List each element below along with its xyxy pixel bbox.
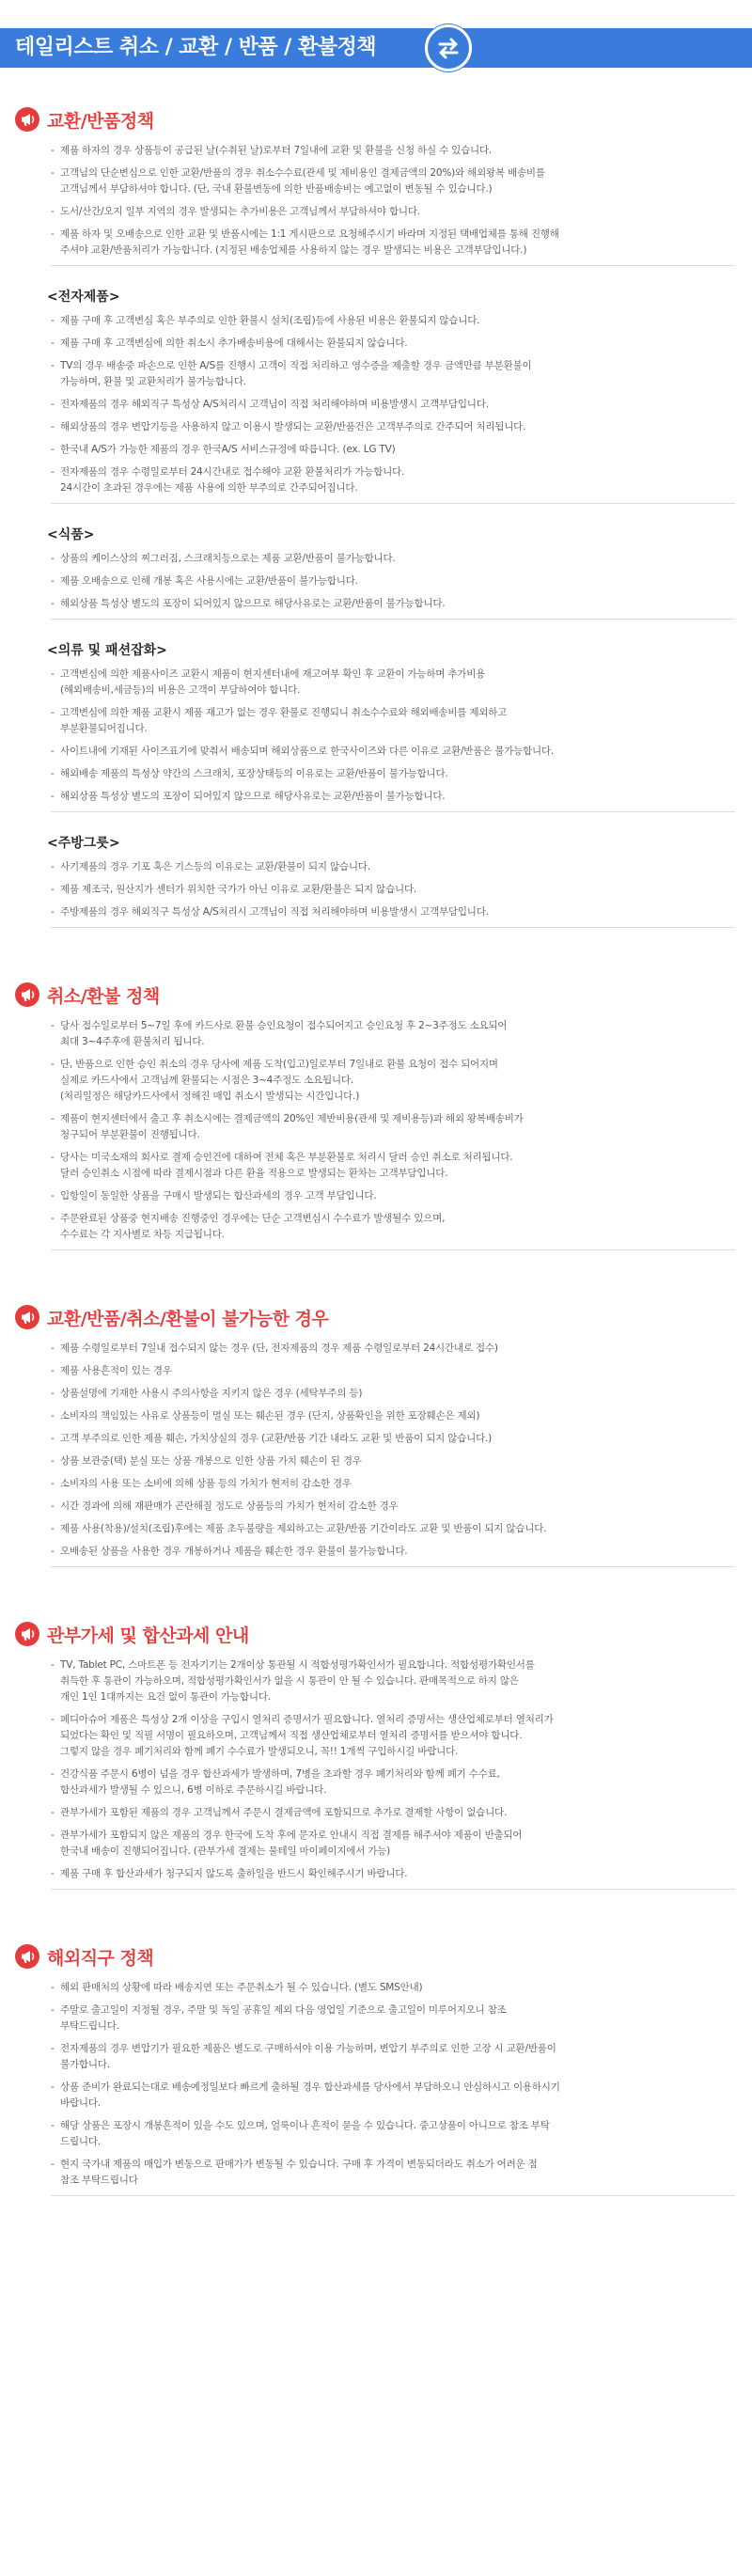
list-item-line: - 제품 수령일로부터 7일내 접수되지 않는 경우 (단, 전자제품의 경우 제품 수령일로부터 24시간내로 접수) bbox=[60, 1343, 498, 1354]
list-item-line: (해외배송비,세금등)의 비용은 고객이 부담하여야 합니다. bbox=[60, 684, 301, 696]
section-gap bbox=[0, 1250, 752, 1288]
policy-section bbox=[0, 1301, 752, 1567]
list-item bbox=[51, 165, 735, 197]
list-item-line: - 사이트내에 기재된 사이즈표기에 맞춰서 배송되며 해외상품으로 한국사이즈와 다른 이유로 교환/반품은 불가능합니다. bbox=[60, 746, 555, 757]
megaphone-icon bbox=[13, 1620, 41, 1648]
list-item bbox=[51, 1150, 735, 1182]
list-item-line: - 당사 접수일로부터 5~7일 후에 카드사로 환불 승인요청이 접수되어지고 승인요청 후 2~3주정도 소요되어 bbox=[60, 1020, 508, 1031]
list-item bbox=[51, 573, 735, 589]
list-item bbox=[51, 336, 735, 352]
list-item-line: 바랍니다. bbox=[60, 2097, 101, 2109]
list-item bbox=[51, 904, 735, 920]
section-header bbox=[13, 103, 735, 135]
list-item bbox=[51, 789, 735, 805]
subsection-title: <주방그릇> bbox=[47, 836, 120, 851]
list-item-line: - 제품 구매 후 고객변심에 의한 취소시 추가배송비용에 대해서는 환불되지 않습니다. bbox=[60, 338, 408, 349]
list-item bbox=[51, 2003, 735, 2034]
section-header bbox=[13, 1618, 735, 1650]
section-title: 해외직구 정책 bbox=[47, 1947, 154, 1969]
list-item-line: - 상품의 케이스상의 찌그러짐, 스크래치등으로는 제품 교환/반품이 불가능합니다. bbox=[60, 553, 396, 564]
list-item bbox=[51, 1521, 735, 1537]
section-title: 취소/환불 정책 bbox=[47, 985, 160, 1007]
list-item bbox=[51, 1386, 735, 1402]
list-item bbox=[51, 1657, 735, 1705]
list-item bbox=[51, 313, 735, 329]
section-header bbox=[13, 979, 735, 1011]
list-item-line: - 해외상품 특성상 별도의 포장이 되어있지 않으므로 해당사유로는 교환/반품이 불가능합니다. bbox=[60, 791, 446, 802]
list-item bbox=[51, 1188, 735, 1204]
section-title: 관부가세 및 합산과세 안내 bbox=[47, 1625, 249, 1646]
list-item bbox=[51, 1499, 735, 1515]
list-item-line: 부탁드립니다. bbox=[60, 2020, 119, 2032]
megaphone-icon bbox=[13, 1303, 41, 1331]
list-item-line: - TV의 경우 배송중 파손으로 인한 A/S를 진행시 고객이 직접 처리하고 영수증을 제출할 경우 금액만큼 부분환불이 bbox=[60, 360, 532, 371]
divider bbox=[51, 811, 735, 812]
list-item-line: - 입항일이 동일한 상품을 구매시 발생되는 합산과세의 경우 고객 부담입니다. bbox=[60, 1190, 377, 1202]
list-item-line: - 제품 하자 및 오배송으로 인한 교환 및 반품시에는 1:1 게시판으로 요청해주시기 바라며 지정된 택배업체를 통해 진행해 bbox=[60, 228, 559, 240]
subsection-title: <전자제품> bbox=[47, 290, 120, 305]
section-header bbox=[13, 1940, 735, 1972]
list-item-line: (처리일정은 해당카드사에서 정해진 매입 취소시 발생되는 시간입니다.) bbox=[60, 1091, 360, 1102]
policy-list bbox=[51, 1980, 735, 2189]
policy-section bbox=[0, 103, 752, 928]
list-item bbox=[51, 2157, 735, 2189]
list-item bbox=[51, 766, 735, 782]
section-title: 교환/반품정책 bbox=[47, 110, 154, 132]
list-item-line: - 고객변심에 의한 제품 교환시 제품 재고가 없는 경우 환불로 진행되니 취소수수료와 해외배송비를 제외하고 bbox=[60, 707, 508, 718]
list-item-line: - 현지 국가내 제품의 매입가 변동으로 판매가가 변동될 수 있습니다. 구매 후 가격이 변동되더라도 취소가 어려운 점 bbox=[60, 2159, 538, 2170]
divider bbox=[51, 619, 735, 620]
section-title: 교환/반품/취소/환불이 불가능한 경우 bbox=[47, 1308, 329, 1329]
list-item bbox=[51, 2041, 735, 2073]
list-item-line: - 고객 부주의로 인한 제품 훼손, 가치상실의 경우 (교환/반품 기간 내라도 교환 및 반품이 되지 않습니다.) bbox=[60, 1433, 493, 1444]
list-item-line: 불가합니다. bbox=[60, 2059, 110, 2070]
list-item-line: - 단, 반품으로 인한 승인 취소의 경우 당사에 제품 도착(입고)일로부터 7일내로 환불 요청이 접수 되어지며 bbox=[60, 1059, 498, 1070]
policy-section bbox=[0, 979, 752, 1250]
policy-section bbox=[0, 1940, 752, 2196]
list-item-line: 실제로 카드사에서 고객님께 환불되는 시점은 3~4주정도 소요됩니다. bbox=[60, 1075, 353, 1086]
list-item-line: - 고객변심에 의한 제품사이즈 교환시 제품이 현지센터내에 재고여부 확인 후 교환이 가능하며 추가비용 bbox=[60, 668, 486, 680]
policy-list bbox=[51, 313, 735, 496]
list-item bbox=[51, 397, 735, 413]
list-item bbox=[51, 551, 735, 567]
list-item-line: 수수료는 각 지사별로 차등 지급됩니다. bbox=[60, 1229, 225, 1240]
list-item bbox=[51, 1341, 735, 1357]
list-item bbox=[51, 882, 735, 898]
list-item bbox=[51, 143, 735, 159]
list-item-line: - 상품설명에 기재한 사용시 주의사항을 지키지 않은 경우 (세탁부주의 등) bbox=[60, 1388, 363, 1399]
megaphone-icon bbox=[13, 105, 41, 134]
list-item-line: - 해외상품의 경우 변압기등을 사용하지 않고 이용시 발생되는 교환/반품건은 고객부주의로 간주되어 처리됩니다. bbox=[60, 421, 526, 432]
divider bbox=[51, 265, 735, 266]
policy-list bbox=[51, 667, 735, 805]
policy-list bbox=[51, 859, 735, 920]
list-item-line: 최대 3~4주후에 환불처리 됩니다. bbox=[60, 1036, 205, 1047]
list-item bbox=[51, 744, 735, 760]
list-item-line: - 제품이 현지센터에서 출고 후 취소시에는 결제금액의 20%인 제반비용(관세 및 제비용등)과 해외 왕복배송비가 bbox=[60, 1113, 524, 1124]
list-item bbox=[51, 1544, 735, 1560]
list-item-line: - 제품 사용(착용)/설치(조립)후에는 제품 초두불량을 제외하고는 교환/반품 기간이라도 교환 및 반품이 되지 않습니다. bbox=[60, 1523, 547, 1534]
exchange-arrows-icon bbox=[425, 24, 472, 71]
section-gap bbox=[0, 1890, 752, 1927]
subsection-title: <의류 및 패션잡화> bbox=[47, 643, 167, 658]
list-item bbox=[51, 859, 735, 875]
list-item bbox=[51, 1431, 735, 1447]
list-item bbox=[51, 667, 735, 699]
policy-list bbox=[51, 1341, 735, 1560]
list-item-line: - 소비자의 사용 또는 소비에 의해 상품 등의 가치가 현저히 감소한 경우 bbox=[60, 1478, 352, 1489]
list-item bbox=[51, 1111, 735, 1143]
megaphone-icon bbox=[13, 1942, 41, 1971]
list-item bbox=[51, 1453, 735, 1469]
section-header bbox=[13, 1301, 735, 1333]
list-item-line: 부분환불되어집니다. bbox=[60, 723, 148, 734]
page-title: 테일리스트 취소 / 교환 / 반품 / 환불정책 bbox=[15, 36, 377, 59]
list-item-line: - 시간 경과에 의해 재판매가 곤란해질 정도로 상품등의 가치가 현저히 감소한 경우 bbox=[60, 1500, 399, 1512]
list-item-line: - 도서/산간/오지 일부 지역의 경우 발생되는 추가비용은 고객님께서 부담하셔야 합니다. bbox=[60, 206, 420, 217]
list-item bbox=[51, 1476, 735, 1492]
list-item-line: - 당사는 미국소재의 회사로 결제 승인건에 대하여 전체 혹은 부분환불로 처리시 달러 승인 취소로 처리됩니다. bbox=[60, 1152, 513, 1163]
list-item-line: - 소비자의 책임있는 사유로 상품등이 멸실 또는 훼손된 경우 (단지, 상품확인을 위한 포장훼손은 제외) bbox=[60, 1410, 480, 1422]
list-item bbox=[51, 464, 735, 496]
list-item-line: 24시간이 초과된 경우에는 제품 사용에 의한 부주의로 간주되어집니다. bbox=[60, 482, 358, 494]
list-item-line: 그렇지 않을 경우 폐기처리와 함께 폐기 수수료가 발생되오니, 꼭!! 1개씩 구입하시길 바랍니다. bbox=[60, 1746, 459, 1757]
list-item-line: - 해외상품 특성상 별도의 포장이 되어있지 않으므로 해당사유로는 교환/반품이 불가능합니다. bbox=[60, 598, 446, 609]
list-item bbox=[51, 419, 735, 435]
list-item-line: 청구되어 부분환불이 진행됩니다. bbox=[60, 1129, 200, 1140]
list-item-line: - 전자제품의 경우 변압기가 필요한 제품은 별도로 구매하셔야 이용 가능하며, 변압기 부주의로 인한 고장 시 교환/반품이 bbox=[60, 2043, 556, 2054]
list-item-line: - 한국내 A/S가 가능한 제품의 경우 한국A/S 서비스규정에 따릅니다. (ex. LG TV) bbox=[60, 444, 396, 455]
list-item bbox=[51, 705, 735, 737]
policy-list bbox=[51, 143, 735, 259]
list-item bbox=[51, 1866, 735, 1882]
list-item-line: - 관부가세가 포함되지 않은 제품의 경우 한국에 도착 후에 문자로 안내시 직접 결제를 해주셔야 제품이 반출되어 bbox=[60, 1830, 523, 1841]
list-item bbox=[51, 1363, 735, 1379]
section-gap bbox=[0, 928, 752, 966]
list-item bbox=[51, 1018, 735, 1050]
list-item-line: - 사기제품의 경우 기포 혹은 기스등의 이유로는 교환/환불이 되지 않습니다. bbox=[60, 861, 370, 872]
list-item-line: 고객님께서 부담하셔야 합니다. (단, 국내 환불변동에 의한 반품배송비는 예고없이 변동될 수 있습니다.) bbox=[60, 183, 493, 195]
list-item bbox=[51, 1980, 735, 1996]
policy-content bbox=[0, 103, 752, 2196]
list-item-line: 한국내 배송이 진행되어집니다. (관부가세 결제는 물테일 마이페이지에서 가능) bbox=[60, 1846, 391, 1857]
policy-list bbox=[51, 1657, 735, 1882]
list-item-line: - 전자제품의 경우 수령일로부터 24시간내로 접수해야 교환 환불처리가 가능합니다. bbox=[60, 466, 405, 478]
list-item-line: 합산과세가 발생될 수 있으니, 6병 이하로 주문하시길 바랍니다. bbox=[60, 1784, 327, 1796]
list-item bbox=[51, 2118, 735, 2150]
list-item bbox=[51, 1712, 735, 1760]
list-item-line: - 관부가세가 포함된 제품의 경우 고객님께서 주문시 결제금액에 포함되므로 추가로 결제할 사항이 없습니다. bbox=[60, 1807, 508, 1818]
list-item-line: - 제품 제조국, 원산지가 센터가 위치한 국가가 아닌 이유로 교환/환불은 되지 않습니다. bbox=[60, 884, 417, 895]
policy-list bbox=[51, 1018, 735, 1243]
list-item-line: - 상품 준비가 완료되는대로 배송예정일보다 빠르게 출하될 경우 합산과세를 당사에서 부담하오니 안심하시고 이용하시기 bbox=[60, 2081, 560, 2093]
list-item bbox=[51, 1828, 735, 1860]
list-item bbox=[51, 1767, 735, 1798]
list-item-line: - 오배송된 상품을 사용한 경우 개봉하거나 제품을 훼손한 경우 환불이 불가능합니다. bbox=[60, 1546, 408, 1557]
list-item-line: - 고객님의 단순변심으로 인한 교환/반품의 경우 취소수수료(관세 및 제비용인 결제금액의 20%)와 해외왕복 배송비를 bbox=[60, 167, 545, 179]
page-header bbox=[0, 0, 752, 90]
list-item bbox=[51, 1057, 735, 1105]
list-item bbox=[51, 358, 735, 390]
list-item bbox=[51, 442, 735, 458]
list-item-line: 가능하며, 환불 및 교환처리가 불가능합니다. bbox=[60, 376, 246, 387]
list-item-line: 참조 부탁드립니다 bbox=[60, 2175, 138, 2186]
list-item-line: - 주방제품의 경우 해외직구 특성상 A/S처리시 고객님이 직접 처리해야하며 비용발생시 고객부담입니다. bbox=[60, 906, 489, 918]
list-item-line: - 제품 구매 후 합산과세가 청구되지 않도록 출하일을 반드시 확인해주시기 바랍니다. bbox=[60, 1868, 408, 1879]
list-item-line: 개인 1인 1대까지는 요건 없이 통관이 가능합니다. bbox=[60, 1691, 271, 1703]
list-item bbox=[51, 1408, 735, 1424]
policy-section bbox=[0, 1618, 752, 1890]
list-item-line: 드립니다. bbox=[60, 2136, 101, 2147]
list-item-line: 달러 승인취소 시점에 따라 결제시점과 다른 환율 적용으로 발생되는 환차는 고객부담입니다. bbox=[60, 1168, 448, 1179]
subsection-title: <식품> bbox=[47, 527, 95, 542]
list-item-line: - 해당 상품은 포장시 개봉흔적이 있을 수도 있으며, 얼룩이나 흔적이 묻을 수 있습니다. 중고상품이 아니므로 참조 부탁 bbox=[60, 2120, 550, 2131]
list-item-line: - 제품 구매 후 고객변심 혹은 부주의로 인한 환불시 설치(조립)등에 사용된 비용은 환불되지 않습니다. bbox=[60, 315, 480, 326]
list-item-line: - 상품 보관중(택) 분실 또는 상품 개봉으로 인한 상품 가치 훼손이 된 경우 bbox=[60, 1455, 362, 1467]
section-gap bbox=[0, 1567, 752, 1605]
list-item bbox=[51, 204, 735, 220]
list-item-line: - 제품 사용흔적이 있는 경우 bbox=[60, 1365, 172, 1376]
list-item-line: - 제품 오배송으로 인해 개봉 혹은 사용시에는 교환/반품이 불가능합니다. bbox=[60, 575, 358, 587]
divider bbox=[51, 503, 735, 504]
list-item-line: - 주문완료된 상품중 현지배송 진행중인 경우에는 단순 고객변심시 수수료가 발생될수 있으며, bbox=[60, 1213, 446, 1224]
list-item-line: 취득한 후 통관이 가능하오며, 적합성평가확인서가 없을 시 통관이 안 될 수 있습니다. 판매목적으로 하지 않은 bbox=[60, 1675, 519, 1687]
list-item bbox=[51, 2080, 735, 2112]
list-item bbox=[51, 596, 735, 612]
list-item-line: - 해외 판매처의 상황에 따라 배송지연 또는 주문취소가 될 수 있습니다. (별도 SMS안내) bbox=[60, 1982, 423, 1993]
list-item-line: - TV, Tablet PC, 스마트폰 등 전자기기는 2개이상 통관될 시 적합성평가확인서가 필요합니다. 적합성평가확인서를 bbox=[60, 1659, 535, 1671]
policy-list bbox=[51, 551, 735, 612]
list-item-line: - 주말로 출고일이 지정될 경우, 주말 및 독일 공휴일 제외 다음 영업일 기준으로 출고일이 미루어지오니 참조 bbox=[60, 2004, 507, 2016]
list-item-line: 주셔야 교환/반품처리가 가능합니다. (지정된 배송업체를 사용하지 않는 경우 발생되는 비용은 고객부담입니다.) bbox=[60, 244, 527, 256]
list-item bbox=[51, 1805, 735, 1821]
megaphone-icon bbox=[13, 981, 41, 1009]
list-item-line: - 제품 하자의 경우 상품등이 공급된 날(수취된 날)로부터 7일내에 교환 및 환불을 신청 하실 수 있습니다. bbox=[60, 145, 493, 156]
list-item-line: - 해외배송 제품의 특성상 약간의 스크래치, 포장상태등의 이유로는 교환/반품이 불가능합니다. bbox=[60, 768, 448, 779]
list-item bbox=[51, 227, 735, 259]
list-item-line: 되었다는 확인 및 직필 서명이 필요하오며, 고객님께서 직접 생산업체로부터 열처리 증명서를 받으셔야 합니다. bbox=[60, 1730, 523, 1741]
list-item-line: - 페디아슈어 제품은 특성상 2개 이상을 구입시 열처리 증명서가 필요합니다. 열처리 증명서는 생산업체로부터 열처리가 bbox=[60, 1714, 554, 1725]
list-item bbox=[51, 1211, 735, 1243]
divider bbox=[51, 2195, 735, 2196]
list-item-line: - 건강식품 주문시 6병이 넘을 경우 합산과세가 발생하며, 7병을 초과할 경우 폐기처리와 함께 폐기 수수료, bbox=[60, 1768, 500, 1780]
list-item-line: - 전자제품의 경우 해외직구 특성상 A/S처리시 고객님이 직접 처리해야하며 비용발생시 고객부담입니다. bbox=[60, 399, 489, 410]
